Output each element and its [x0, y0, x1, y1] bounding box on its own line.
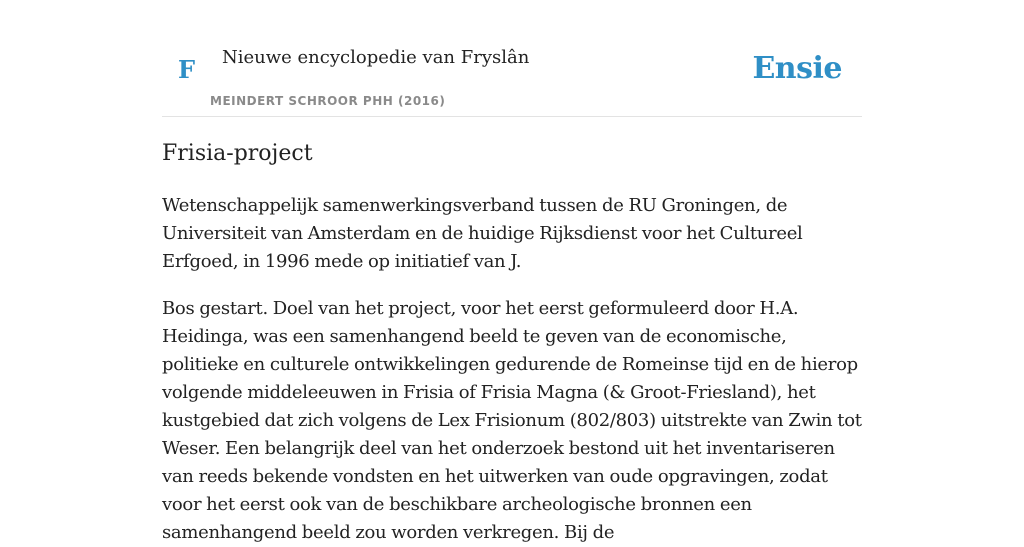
page-header — [162, 0, 862, 117]
book-logo-icon[interactable]: F — [178, 55, 196, 84]
article-title: Frisia-project — [162, 141, 313, 166]
article-paragraph-1: Wetenschappelijk samenwerkingsverband tussen de RU Groningen, de Universiteit van Amsterdam en de huidige Rijksdienst voor het Cultureel Erfgoed, in 1996 mede op initiatief van J. — [162, 195, 803, 272]
book-title-link[interactable]: Nieuwe encyclopedie van Fryslân — [222, 47, 530, 68]
ensie-logo-link[interactable]: Ensie — [752, 51, 842, 86]
article-content — [162, 138, 862, 547]
article-paragraph-2: Bos gestart. Doel van het project, voor het eerst geformuleerd door H.A. Heidinga, was een samenhangend beeld te geven van de economische, politieke en culturele ontwikkelingen gedurende de Romeinse tijd en de hierop volgende middeleeuwen in Frisia of Frisia Magna (& Groot-Friesland), het kustgebied dat zich volgens de Lex Frisionum (802/803) uitstrekte van Zwin tot Weser. Een belangrijk deel van het onderzoek bestond uit het inventariseren van reeds bekende vondsten en het uitwerken van oude opgravingen, zodat voor het eerst ook van de beschikbare archeologische bronnen een samenhangend beeld zou worden verkregen. Bij de — [162, 298, 862, 543]
book-author-link[interactable]: MEINDERT SCHROOR PHH (2016) — [210, 94, 446, 108]
